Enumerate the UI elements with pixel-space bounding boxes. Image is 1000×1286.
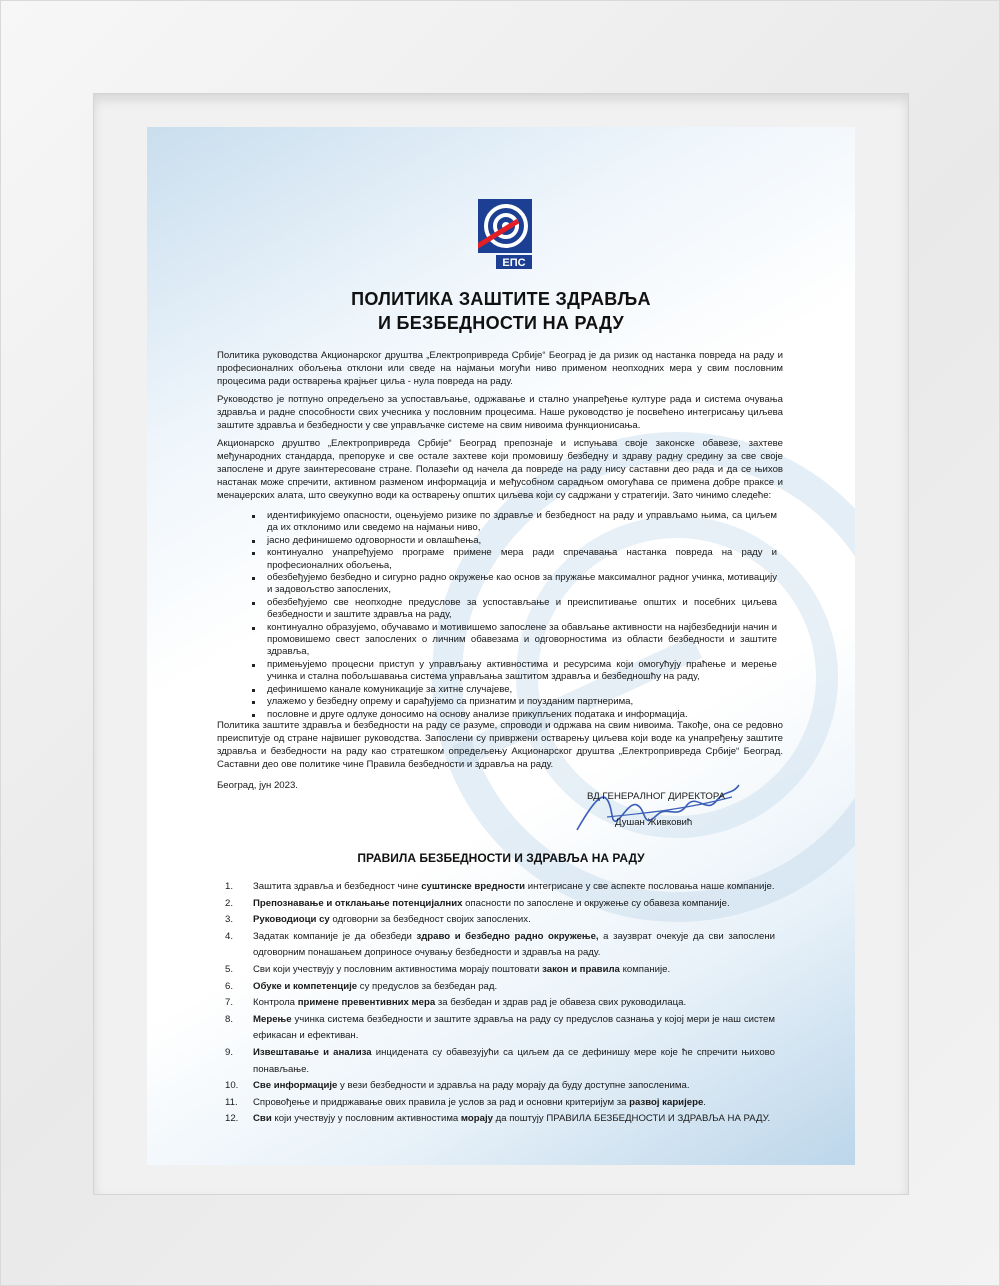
rule-emphasis: суштинске вредности [421, 881, 526, 892]
list-item: дефинишемо канале комуникације за хитне случајеве, [247, 684, 777, 696]
signatory-name: Душан Живковић [615, 817, 693, 828]
rule-emphasis: Руководиоци су [253, 914, 330, 926]
rules-title: ПРАВИЛА БЕЗБЕДНОСТИ И ЗДРАВЉА НА РАДУ [357, 851, 645, 865]
page-title-line-2: И БЕЗБЕДНОСТИ НА РАДУ [377, 313, 625, 333]
rule-number: 2. [225, 897, 234, 909]
rule-number: 11. [225, 1096, 238, 1108]
list-item: идентификујемо опасности, оцењујемо ризике по здравље и безбедност на раду и управљамо њима, са циљем да их отклонимо или сведемо на најмањи ниво, [247, 510, 777, 535]
rule-text: интегрисане у све аспекте пословања наше компаније. [525, 881, 775, 892]
list-item [225, 896, 775, 913]
rule-text: Заштита здравља и безбедност чине [253, 881, 422, 892]
rule-emphasis: Извештавање и анализа [253, 1046, 372, 1058]
rule-number: 1. [225, 881, 234, 892]
rule-number: 3. [225, 914, 234, 926]
rule-text: а заузврат очекује да сви запослени одговорним понашањем доприносе очувању безбедности и здравља на раду. [253, 930, 776, 959]
rule-number: 9. [225, 1046, 234, 1058]
list-item [225, 879, 775, 896]
list-item: обезбеђујемо безбедно и сигурно радно окружење као основ за пружање максималног радног учинка, мотивацију и задовољство запослених, [247, 572, 777, 597]
signatory-position: ВД ГЕНЕРАЛНОГ ДИРЕКТОРА [587, 791, 726, 802]
list-item [225, 929, 775, 962]
commitments-list [247, 510, 777, 721]
rule-number: 7. [225, 997, 234, 1009]
rule-number: 4. [225, 930, 234, 942]
rule-emphasis: здраво и безбедно радно окружење, [416, 930, 599, 942]
rule-number: 12. [225, 1113, 239, 1125]
list-item: улажемо у безбедну опрему и сарађујемо са признатим и поузданим партнерима, [247, 696, 777, 708]
policy-document [147, 127, 855, 1165]
rule-text: одговорни за безбедност својих запослених. [329, 914, 531, 926]
rule-text: Сви који учествују у пословним активностима морају поштовати [253, 963, 543, 975]
paragraph-2: Руководство је потпуно опредељено за успостављање, одржавање и стално унапређење културе рада и система очувања здравља и радне способности свих учесника у пословним процесима. Наше руководство је посвећено интегрисању циљева заштите здравља и безбедности у све управљачке системе на свим нивоима функционисања. [217, 394, 783, 432]
rule-text: Задатак компаније је да обезбеди [253, 930, 417, 942]
rule-emphasis: Мерење [253, 1013, 292, 1025]
list-item: пословне и друге одлуке доносимо на основу анализе прикупљених података и информација. [247, 709, 777, 721]
list-item [225, 979, 775, 996]
rule-number: 5. [225, 963, 234, 975]
paragraph-3: Акционарско друштво „Електропривреда Србије“ Београд препознаје и испуњава своје законске обавезе, захтеве међународних стандарда, препоруке и све остале захтеве који промовишу безбедну и здраву радну средину за све своје запослене и друге заинтересоване стране. Полазећи од начела да повреде на раду нису саставни део рада и да се њихов настанак може спречити, активном разменом информација и међусобном сарадњом омогућава се примена добре праксе и менаџерских алата, што свеукупно води ка остварењу општих циљева који су садржани у стратегији. Зато чинимо следеће: [217, 438, 783, 502]
eps-logo-icon [478, 199, 532, 271]
list-item: примењујемо процесни приступ у управљању активностима и ресурсима који омогућују праћење и мерење учинка и стална побољшавања система управљања заштитом здравља и безбедношћу на раду, [247, 659, 777, 684]
rule-text: да поштују ПРАВИЛА БЕЗБЕДНОСТИ И ЗДРАВЉА НА РАДУ. [492, 1113, 771, 1125]
paragraph-1: Политика руководства Акционарског друштва „Електропривреда Србије“ Београд је да ризик од настанка повреда на раду и професионалних обољења отклони или сведе на најмањи могући ниво применом неопходних мера у свим пословним процесима ради остварења крајњег циља - нула повреда на раду. [217, 350, 783, 388]
list-item [225, 1045, 775, 1078]
list-item: јасно дефинишемо одговорности и овлашћења, [247, 535, 777, 547]
rule-emphasis: Сви [253, 1113, 272, 1125]
rule-text: опасности по запослене и окружење су обавеза компаније. [462, 897, 730, 909]
rule-text: компаније. [619, 963, 671, 975]
rule-number: 6. [225, 980, 234, 992]
list-item [225, 1111, 775, 1128]
rule-text: учинка система безбедности и заштите здравља на раду су предуслов сазнања у којој мери је наш систем ефикасан и ефективан. [253, 1013, 775, 1042]
rule-text: су предуслов за безбедан рад. [357, 980, 498, 992]
logo-text: ЕПС [502, 257, 526, 269]
rule-text: у вези безбедности и здравља на раду морају да буду доступне запосленима. [337, 1080, 690, 1092]
rule-emphasis: Све информације [253, 1080, 338, 1092]
list-item [225, 962, 775, 979]
rule-emphasis: развој каријере [629, 1096, 704, 1108]
rule-text: . [703, 1096, 706, 1108]
page-title-line-1: ПОЛИТИКА ЗАШТИТЕ ЗДРАВЉА [351, 289, 651, 309]
list-item: континуално унапређујемо програме примене мера ради спречавања настанка повреда на раду и професионалних обољења, [247, 547, 777, 572]
rule-number: 10. [225, 1080, 239, 1092]
signature-icon [567, 775, 747, 845]
rules-list [225, 879, 775, 1128]
list-item [225, 912, 775, 929]
list-item [225, 1095, 775, 1112]
paragraph-4: Политика заштите здравља и безбедности на раду се разуме, спроводи и одржава на свим нивоима. Такође, она се редовно преиспитује од стране највишег руководства. Запослени су привржени остварењу циљева који воде ка унапређењу заштите здравља и безбедности на раду као стратешком опредељењу Акционарског друштва „Електропривреда Србије“ Београд. Саставни део ове политике чине Правила безбедности и здравља на раду. [217, 720, 783, 771]
list-item [225, 1012, 775, 1045]
rule-emphasis: закон и правила [542, 963, 620, 975]
rule-text: који учествују у пословним активностима [271, 1113, 461, 1125]
rule-number: 8. [225, 1013, 234, 1025]
rule-text: Контрола [253, 997, 298, 1009]
list-item [225, 1078, 775, 1095]
rule-emphasis: Препознавање и отклањање потенцијалних [253, 897, 463, 909]
place-date: Београд, јун 2023. [217, 780, 298, 791]
rule-emphasis: Обуке и компетенције [253, 980, 358, 992]
list-item [225, 995, 775, 1012]
rule-text: инцидената су обавезујући са циљем да се дефинишу мере које ће спречити њихово понављање. [253, 1046, 775, 1075]
rule-text: Спровођење и придржавање ових правила је услов за рад и основни критеријум за [253, 1096, 630, 1108]
rule-emphasis: примене превентивних мера [297, 997, 436, 1009]
rule-emphasis: морају [460, 1113, 493, 1125]
list-item: континуално образујемо, обучавамо и мотивишемо запослене за обављање активности на најбезбеднији начин и промовишемо свест запослених о личним обавезама и одговорностима из области безбедности и заштите здравља, [247, 622, 777, 659]
list-item: обезбеђујемо све неопходне предуслове за успостављање и преиспитивање општих и посебних циљева безбедности и заштите здравља на раду, [247, 597, 777, 622]
rule-text: за безбедан и здрав рад је обавеза свих руководилаца. [435, 997, 687, 1009]
